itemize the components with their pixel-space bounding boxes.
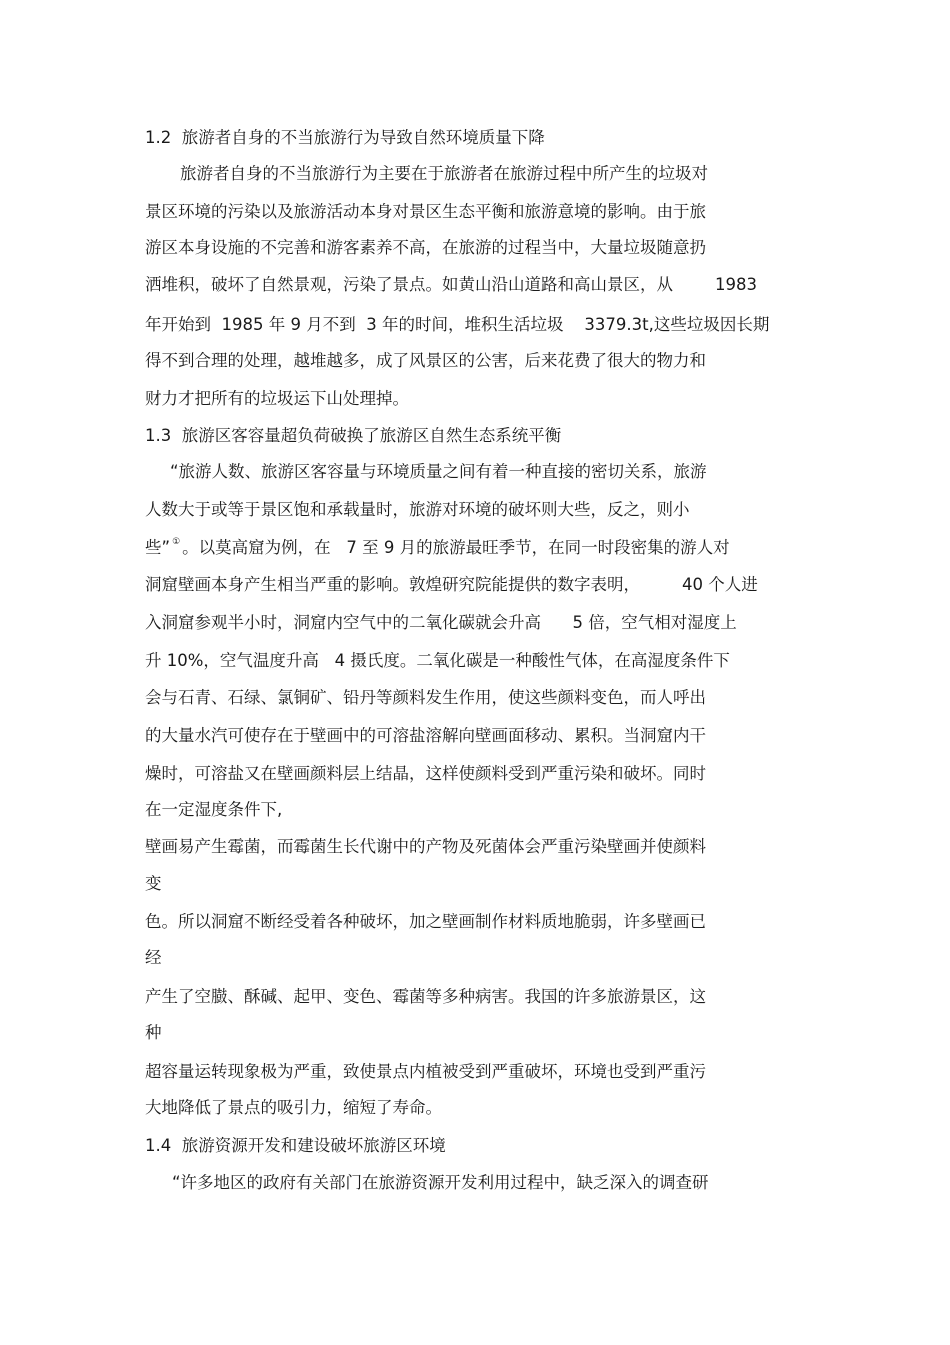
paragraph-line: 得不到合理的处理，越堆越多，成了风景区的公害，后来花费了很大的物力和 [145,351,706,370]
section-heading-1-3: 1.3 旅游区客容量超负荷破换了旅游区自然生态系统平衡 [145,426,562,445]
paragraph-line: 财力才把所有的垃圾运下山处理掉。 [145,389,409,408]
footnote-marker: ① [172,537,181,547]
paragraph-line: 游区本身设施的不完善和游客素养不高，在旅游的过程当中，大量垃圾随意扔 [145,238,706,257]
paragraph-line: 洒堆积，破坏了自然景观，污染了景点。如黄山沿山道路和高山景区，从 1983 [145,275,757,294]
paragraph-line: 在一定湿度条件下, [145,800,283,819]
section-heading-1-4: 1.4 旅游资源开发和建设破坏旅游区环境 [145,1136,446,1155]
paragraph-line: 色。所以洞窟不断经受着各种破坏，加之壁画制作材料质地脆弱，许多壁画已 [145,912,706,931]
paragraph-line: 的大量水汽可使存在于壁画中的可溶盐溶解向壁画面移动、累积。当洞窟内干 [145,726,706,745]
paragraph-line: 升 10%，空气温度升高 4 摄氏度。二氧化碳是一种酸性气体，在高湿度条件下 [145,651,730,670]
paragraph-line: 人数大于或等于景区饱和承载量时，旅游对环境的破坏则大些，反之，则小 [145,500,690,519]
paragraph-line: 种 [145,1023,162,1042]
paragraph-line: 变 [145,874,162,893]
paragraph-text: 。以莫高窟为例，在 7 至 9 月的旅游最旺季节，在同一时段密集的游人对 [182,538,730,557]
paragraph-line: 大地降低了景点的吸引力，缩短了寿命。 [145,1098,442,1117]
paragraph-line: 燥时，可溶盐又在壁画颜料层上结晶，这样使颜料受到严重污染和破坏。同时 [145,764,706,783]
paragraph-line: “许多地区的政府有关部门在旅游资源开发利用过程中，缺乏深入的调查研 [172,1173,709,1192]
paragraph-line: 年开始到 1985 年 9 月不到 3 年的时间，堆积生活垃圾 3379.3t,这些垃圾因长期 [145,315,770,334]
paragraph-line: “旅游人数、旅游区客容量与环境质量之间有着一种直接的密切关系，旅游 [170,462,707,481]
paragraph-line: 景区环境的污染以及旅游活动本身对景区生态平衡和旅游意境的影响。由于旅 [145,202,706,221]
paragraph-line: 入洞窟参观半小时，洞窟内空气中的二氧化碳就会升高 5 倍，空气相对湿度上 [145,613,737,632]
section-heading-1-2: 1.2 旅游者自身的不当旅游行为导致自然环境质量下降 [145,128,545,147]
paragraph-line: 产生了空臌、酥碱、起甲、变色、霉菌等多种病害。我国的许多旅游景区，这 [145,987,706,1006]
paragraph-line: 旅游者自身的不当旅游行为主要在于旅游者在旅游过程中所产生的垃圾对 [180,164,708,183]
paragraph-line: 洞窟壁画本身产生相当严重的影响。敦煌研究院能提供的数字表明， 40 个人进 [145,575,758,594]
paragraph-text: 些” [145,538,171,557]
paragraph-line: 超容量运转现象极为严重，致使景点内植被受到严重破坏，环境也受到严重污 [145,1062,706,1081]
paragraph-line: 壁画易产生霉菌，而霉菌生长代谢中的产物及死菌体会严重污染壁画并使颜料 [145,837,706,856]
paragraph-line-with-footnote [145,538,730,561]
paragraph-line: 经 [145,948,162,967]
paragraph-line: 会与石青、石绿、氯铜矿、铅丹等颜料发生作用，使这些颜料变色，而人呼出 [145,688,706,707]
